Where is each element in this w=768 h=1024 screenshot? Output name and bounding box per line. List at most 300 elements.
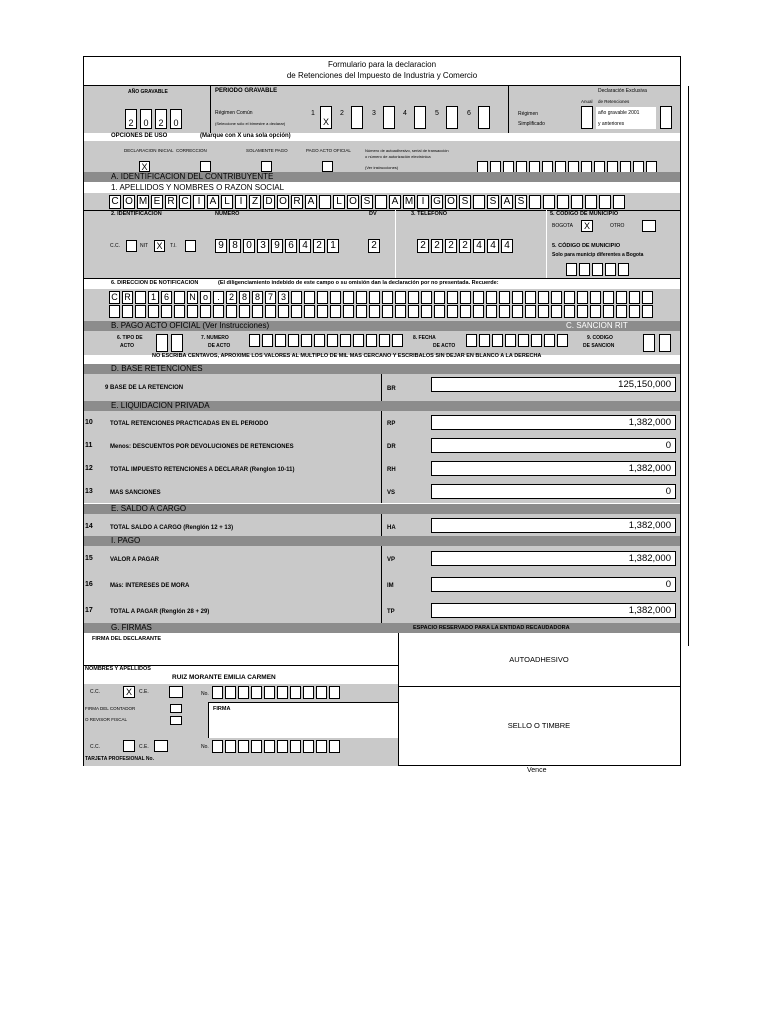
num-acto-cell[interactable] <box>327 334 338 347</box>
address-char-cell[interactable] <box>603 305 614 318</box>
name-char-cell[interactable]: I <box>193 195 205 209</box>
divider <box>210 86 211 133</box>
row-label: Menos: DESCUENTOS POR DEVOLUCIONES DE RETENCIONES <box>110 443 294 450</box>
contador-id-cell[interactable] <box>225 740 236 753</box>
name-char-cell[interactable]: Z <box>249 195 261 209</box>
row-num: 17 <box>85 607 93 614</box>
address-char-cell[interactable] <box>603 291 614 304</box>
exclusive-label: Declaración Exclusiva <box>598 88 647 94</box>
phone-digit-cell[interactable]: 4 <box>487 239 499 253</box>
phone-digit-cell[interactable]: 2 <box>459 239 471 253</box>
row-14-code: HA <box>387 525 396 531</box>
period-checkbox[interactable] <box>478 106 490 129</box>
address-char-cell[interactable]: 2 <box>226 291 237 304</box>
address-char-cell[interactable]: o <box>200 291 211 304</box>
name-char-cell[interactable] <box>529 195 541 209</box>
row-value-field[interactable]: 0 <box>431 577 676 592</box>
anual-label: Anual <box>581 99 593 104</box>
name-char-cell[interactable]: R <box>165 195 177 209</box>
solo-pago-checkbox[interactable] <box>261 161 272 172</box>
inicial-checkbox[interactable]: X <box>139 161 150 172</box>
divider <box>395 210 396 278</box>
section-e-title: E. LIQUIDACION PRIVADA <box>111 401 210 410</box>
fecha-label-2: DE ACTO <box>433 343 456 349</box>
address-char-cell[interactable] <box>343 291 354 304</box>
solo-pago-label: SOLAMENTE PAGO <box>246 148 288 153</box>
phone-digit-cell[interactable]: 4 <box>473 239 485 253</box>
address-char-cell[interactable] <box>304 291 315 304</box>
address-char-cell[interactable] <box>447 291 458 304</box>
name-char-cell[interactable] <box>473 195 485 209</box>
address-char-cell[interactable] <box>421 305 432 318</box>
name-char-cell[interactable]: R <box>291 195 303 209</box>
num-acto-cell[interactable] <box>392 334 403 347</box>
name-char-cell[interactable] <box>599 195 611 209</box>
id-digit-cell[interactable]: 9 <box>215 239 227 253</box>
nit-label: NIT <box>140 243 149 249</box>
address-char-cell[interactable] <box>395 291 406 304</box>
row-value-field[interactable]: 1,382,000 <box>431 603 676 618</box>
contador-id-cell[interactable] <box>238 740 249 753</box>
bogota-checkbox[interactable]: X <box>581 220 593 232</box>
phone-digit-cell[interactable]: 4 <box>501 239 513 253</box>
contador-id-cell[interactable] <box>251 740 262 753</box>
address-char-cell[interactable] <box>486 305 497 318</box>
address-char-cell[interactable] <box>499 305 510 318</box>
codigo-label-2: DE SANCION <box>583 343 615 349</box>
fecha-cells <box>466 334 568 347</box>
row-num: 12 <box>85 464 93 472</box>
name-char-cell[interactable]: I <box>235 195 247 209</box>
row-num: 16 <box>85 581 93 588</box>
municipio-cell[interactable] <box>605 263 616 276</box>
name-char-cell[interactable]: O <box>347 195 359 209</box>
signer-id-cell[interactable] <box>290 686 301 699</box>
row-14-value[interactable]: 1,382,000 <box>431 518 676 533</box>
divider <box>381 546 382 572</box>
cc-checkbox[interactable] <box>126 240 137 252</box>
num-acto-cell[interactable] <box>366 334 377 347</box>
fecha-cell[interactable] <box>479 334 490 347</box>
row-14-label: TOTAL SALDO A CARGO (Renglón 12 + 13) <box>110 525 234 531</box>
contador-cc-checkbox[interactable] <box>123 740 135 752</box>
address-char-cell[interactable] <box>564 305 575 318</box>
name-char-cell[interactable]: O <box>445 195 457 209</box>
address-char-cell[interactable] <box>408 291 419 304</box>
contador-ce-label: C.E. <box>139 744 149 750</box>
address-char-cell[interactable]: C <box>109 291 120 304</box>
signer-id-cell[interactable] <box>251 686 262 699</box>
address-char-cell[interactable] <box>135 305 146 318</box>
num-acto-cell[interactable] <box>288 334 299 347</box>
row-label: VALOR A PAGAR <box>110 557 159 563</box>
no-centavos-notice: NO ESCRIBA CENTAVOS, APROXIME LOS VALORES AL MULTIPLO DE MIL MAS CERCANO Y ESCRIBALOS SIN DEJAR EN BLANCO A LA DERECHA <box>152 353 542 359</box>
address-char-cell[interactable] <box>577 291 588 304</box>
signer-id-cell[interactable] <box>329 686 340 699</box>
name-char-cell[interactable]: C <box>179 195 191 209</box>
row-num: 15 <box>85 555 93 562</box>
name-char-cell[interactable]: E <box>151 195 163 209</box>
autoadhesivo-note-2: o número de autorización electrónica <box>365 154 431 159</box>
address-char-cell[interactable] <box>382 291 393 304</box>
name-label: 1. APELLIDOS Y NOMBRES O RAZON SOCIAL <box>111 183 285 192</box>
fecha-cell[interactable] <box>531 334 542 347</box>
row-value-field[interactable]: 0 <box>431 438 676 453</box>
signer-id-cell[interactable] <box>316 686 327 699</box>
name-char-cell[interactable]: S <box>515 195 527 209</box>
divider <box>381 514 382 536</box>
ti-label: T.I. <box>170 243 177 249</box>
contador-id-cell[interactable] <box>329 740 340 753</box>
name-char-cell[interactable]: O <box>123 195 135 209</box>
divider <box>381 411 382 434</box>
address-char-cell[interactable] <box>135 291 146 304</box>
address-char-cell[interactable] <box>265 305 276 318</box>
name-char-cell[interactable] <box>571 195 583 209</box>
address-char-cell[interactable] <box>642 291 653 304</box>
address-char-cell[interactable] <box>278 305 289 318</box>
address-char-cell[interactable] <box>460 305 471 318</box>
address-char-cell[interactable] <box>226 305 237 318</box>
pago-title: I. PAGO <box>111 536 141 545</box>
address-char-cell[interactable] <box>317 291 328 304</box>
signer-id-cell[interactable] <box>264 686 275 699</box>
row-code: TP <box>387 609 395 615</box>
address-char-cell[interactable] <box>252 305 263 318</box>
name-char-cell[interactable]: O <box>277 195 289 209</box>
municipio-cell[interactable] <box>618 263 629 276</box>
id-digit-cell[interactable]: 8 <box>229 239 241 253</box>
address-char-cell[interactable] <box>369 305 380 318</box>
correccion-checkbox[interactable] <box>200 161 211 172</box>
firma-contador-label: FIRMA DEL CONTADOR <box>85 706 136 711</box>
address-char-cell[interactable] <box>330 305 341 318</box>
section-b-title: B. PAGO ACTO OFICIAL (Ver Instrucciones) <box>111 321 270 330</box>
row-num: 10 <box>85 418 93 426</box>
year-2001-checkbox[interactable] <box>660 106 672 129</box>
year-2001-label: año gravable 2001 <box>598 110 640 116</box>
address-char-cell[interactable] <box>551 291 562 304</box>
address-char-cell[interactable] <box>564 291 575 304</box>
address-char-cell[interactable] <box>590 291 601 304</box>
name-char-cell[interactable]: A <box>389 195 401 209</box>
num-acto-cell[interactable] <box>353 334 364 347</box>
form-title-line1: Formulario para la declaracion <box>327 60 437 69</box>
codigo-box-1[interactable] <box>643 334 655 352</box>
row-num: 11 <box>85 441 93 449</box>
section-d-title: D. BASE RETENCIONES <box>111 364 203 373</box>
address-char-cell[interactable]: 6 <box>161 291 172 304</box>
num-acto-cell[interactable] <box>249 334 260 347</box>
address-char-cell[interactable] <box>421 291 432 304</box>
address-char-cell[interactable] <box>109 305 120 318</box>
address-char-cell[interactable] <box>629 305 640 318</box>
fecha-cell[interactable] <box>466 334 477 347</box>
address-char-cell[interactable] <box>616 305 627 318</box>
name-char-cell[interactable]: L <box>221 195 233 209</box>
name-char-cell[interactable]: S <box>487 195 499 209</box>
contador-id-cell[interactable] <box>277 740 288 753</box>
address-char-cell[interactable]: 1 <box>148 291 159 304</box>
num-acto-cells <box>249 334 403 347</box>
signer-id-cell[interactable] <box>277 686 288 699</box>
signer-ce-checkbox[interactable] <box>169 686 183 698</box>
name-char-cell[interactable]: A <box>305 195 317 209</box>
row-value-field[interactable]: 1,382,000 <box>431 461 676 476</box>
phone-digit-cell[interactable]: 2 <box>417 239 429 253</box>
signer-id-cell[interactable] <box>225 686 236 699</box>
num-acto-cell[interactable] <box>340 334 351 347</box>
dir-note: (El diligenciamiento indebido de este campo o su omisión dan la declaración por no presentada. Recuerde: <box>218 280 499 286</box>
bogota-label: BOGOTA <box>552 223 574 229</box>
divider <box>398 633 399 766</box>
row-9-label: 9 BASE DE LA RETENCION <box>105 385 184 391</box>
address-char-cell[interactable] <box>499 291 510 304</box>
period-checkbox[interactable] <box>446 106 458 129</box>
contador-id-cell[interactable] <box>303 740 314 753</box>
address-char-cell[interactable] <box>538 305 549 318</box>
name-char-cell[interactable]: S <box>361 195 373 209</box>
phone-digit-cell[interactable]: 2 <box>445 239 457 253</box>
period-number: 2 <box>340 110 344 117</box>
address-char-cell[interactable] <box>473 305 484 318</box>
address-char-cell[interactable] <box>486 291 497 304</box>
fecha-cell[interactable] <box>492 334 503 347</box>
dv-cells <box>368 239 380 253</box>
signer-id-cell[interactable] <box>212 686 223 699</box>
address-char-cell[interactable] <box>148 305 159 318</box>
row-label: TOTAL IMPUESTO RETENCIONES A DECLARAR (Renglon 10-11) <box>110 466 295 473</box>
pago-acto-label: PAGO ACTO OFICIAL <box>306 148 351 153</box>
divider <box>381 572 382 598</box>
municipio-cell[interactable] <box>592 263 603 276</box>
divider <box>381 374 382 401</box>
address-char-cell[interactable] <box>200 305 211 318</box>
num-acto-cell[interactable] <box>262 334 273 347</box>
anteriores-label: y anteriores <box>598 121 625 127</box>
address-char-cell[interactable] <box>304 305 315 318</box>
address-char-cell[interactable] <box>590 305 601 318</box>
phone-cells <box>417 239 513 253</box>
signer-cc-checkbox[interactable]: X <box>123 686 135 698</box>
dv-digit-cell[interactable]: 2 <box>368 239 380 253</box>
ti-checkbox[interactable] <box>185 240 196 252</box>
simplificado-label: Simplificado <box>518 121 545 127</box>
fecha-cell[interactable] <box>557 334 568 347</box>
address-char-cell[interactable] <box>473 291 484 304</box>
fecha-cell[interactable] <box>505 334 516 347</box>
tipo-acto-box-1[interactable] <box>156 334 168 352</box>
regimen-checkbox[interactable] <box>581 106 593 129</box>
address-char-cell[interactable] <box>343 305 354 318</box>
address-char-cell[interactable] <box>447 305 458 318</box>
year-digit-box[interactable]: 2 <box>125 109 137 129</box>
phone-digit-cell[interactable]: 2 <box>431 239 443 253</box>
municipio-cell[interactable] <box>566 263 577 276</box>
name-char-cell[interactable] <box>543 195 555 209</box>
num-acto-cell[interactable] <box>314 334 325 347</box>
address-char-cell[interactable] <box>317 305 328 318</box>
name-char-cell[interactable]: A <box>207 195 219 209</box>
year-label: AÑO GRAVABLE <box>128 89 168 95</box>
address-char-cell[interactable] <box>616 291 627 304</box>
pago-acto-checkbox[interactable] <box>322 161 333 172</box>
name-char-cell[interactable]: L <box>333 195 345 209</box>
num-acto-label-2: DE ACTO <box>208 343 231 349</box>
address-char-cell[interactable] <box>434 291 445 304</box>
address-char-cell[interactable] <box>213 305 224 318</box>
fecha-cell[interactable] <box>544 334 555 347</box>
num-acto-cell[interactable] <box>301 334 312 347</box>
address-char-cell[interactable] <box>356 291 367 304</box>
revisor-checkbox[interactable] <box>170 716 182 725</box>
codigo-label: 9. CODIGO <box>587 335 613 341</box>
address-char-cell[interactable]: . <box>213 291 224 304</box>
address-char-cell[interactable] <box>538 291 549 304</box>
address-char-cell[interactable] <box>369 291 380 304</box>
id-digit-cell[interactable]: 6 <box>285 239 297 253</box>
period-checkbox[interactable]: X <box>320 106 332 129</box>
telefono-label: 3. TELÉFONO <box>411 211 448 217</box>
row-label: Más: INTERESES DE MORA <box>110 583 190 589</box>
address-char-cell[interactable]: 7 <box>265 291 276 304</box>
address-char-cell[interactable]: R <box>122 291 133 304</box>
period-number: 6 <box>467 110 471 117</box>
name-char-cell[interactable] <box>613 195 625 209</box>
divider <box>381 457 382 480</box>
name-char-cell[interactable] <box>319 195 331 209</box>
address-char-cell[interactable] <box>577 305 588 318</box>
fecha-cell[interactable] <box>518 334 529 347</box>
name-char-cell[interactable] <box>585 195 597 209</box>
contador-ce-checkbox[interactable] <box>154 740 168 752</box>
id-digit-cell[interactable]: 2 <box>313 239 325 253</box>
row-code: RP <box>387 420 396 427</box>
row-value-field[interactable]: 1,382,000 <box>431 415 676 430</box>
saldo-title: E. SALDO A CARGO <box>111 504 187 513</box>
name-char-cell[interactable]: S <box>459 195 471 209</box>
row-label: TOTAL RETENCIONES PRACTICADAS EN EL PERIODO <box>110 420 269 427</box>
municipio-cell[interactable] <box>579 263 590 276</box>
address-char-cell[interactable] <box>642 305 653 318</box>
revisor-label: O REVISOR FISCAL <box>85 717 128 722</box>
correccion-label: CORRECCION <box>176 148 207 153</box>
signer-id-cell[interactable] <box>303 686 314 699</box>
address-char-cell[interactable] <box>187 305 198 318</box>
id-digit-cell[interactable]: 3 <box>257 239 269 253</box>
address-char-cell[interactable] <box>512 305 523 318</box>
options-note: (Marque con X una sola opción) <box>200 133 291 139</box>
row-value-field[interactable]: 0 <box>431 484 676 499</box>
cc-label: C.C. <box>110 243 120 249</box>
row-9-value[interactable]: 125,150,000 <box>431 377 676 392</box>
contador-checkbox[interactable] <box>170 704 182 713</box>
name-char-cell[interactable]: A <box>501 195 513 209</box>
name-char-cell[interactable]: D <box>263 195 275 209</box>
id-digit-cell[interactable]: 1 <box>327 239 339 253</box>
address-char-cell[interactable] <box>291 305 302 318</box>
address-char-cell[interactable] <box>395 305 406 318</box>
period-number: 3 <box>372 110 376 117</box>
year-digit-box[interactable]: 2 <box>155 109 167 129</box>
address-char-cell[interactable] <box>330 291 341 304</box>
row-9-code: BR <box>387 386 396 392</box>
address-char-cell[interactable] <box>356 305 367 318</box>
codigo-box-2[interactable] <box>659 334 671 352</box>
address-char-cell[interactable] <box>460 291 471 304</box>
address-char-cell[interactable]: 3 <box>278 291 289 304</box>
tipo-acto-label: 6. TIPO DE <box>117 335 143 341</box>
retenciones-label: de Retenciones <box>598 99 630 104</box>
row-code: RH <box>387 466 396 473</box>
name-char-cell[interactable]: C <box>109 195 121 209</box>
contador-id-cell[interactable] <box>264 740 275 753</box>
address-char-cell[interactable] <box>382 305 393 318</box>
address-char-cell[interactable]: 8 <box>239 291 250 304</box>
id-digit-cell[interactable]: 4 <box>299 239 311 253</box>
id-digit-cell[interactable]: 0 <box>243 239 255 253</box>
address-char-cell[interactable] <box>161 305 172 318</box>
contador-id-cell[interactable] <box>290 740 301 753</box>
name-char-cell[interactable]: M <box>404 196 414 207</box>
otro-checkbox[interactable] <box>642 220 656 232</box>
address-char-cell[interactable] <box>239 305 250 318</box>
signer-cc-label: C.C. <box>90 689 100 695</box>
contador-id-cell[interactable] <box>316 740 327 753</box>
name-char-cell[interactable] <box>557 195 569 209</box>
address-char-cell[interactable] <box>551 305 562 318</box>
contador-id-cell[interactable] <box>212 740 223 753</box>
row-value-field[interactable]: 1,382,000 <box>431 551 676 566</box>
address-char-cell[interactable] <box>122 305 133 318</box>
tipo-acto-label-2: ACTO <box>120 343 135 349</box>
num-acto-cell[interactable] <box>379 334 390 347</box>
address-char-cell[interactable] <box>174 305 185 318</box>
year-digit-box[interactable]: 0 <box>170 109 182 129</box>
autoadhesivo-label: AUTOADHESIVO <box>509 655 569 664</box>
contador-id-cells <box>212 740 340 753</box>
address-char-cell[interactable] <box>434 305 445 318</box>
address-char-cell[interactable] <box>291 291 302 304</box>
municipio-cells <box>566 263 629 276</box>
address-char-cell[interactable] <box>512 291 523 304</box>
address-char-cell[interactable] <box>525 305 536 318</box>
address-char-cell[interactable] <box>174 291 185 304</box>
tipo-acto-box-2[interactable] <box>171 334 183 352</box>
contador-cc-label: C.C. <box>90 744 100 750</box>
name-char-cell[interactable]: I <box>417 195 429 209</box>
address-char-cell[interactable] <box>629 291 640 304</box>
cod-mun-label: 5. CÓDIGO DE MUNICIPIO <box>550 211 619 217</box>
address-char-cell[interactable] <box>408 305 419 318</box>
address-char-cell[interactable]: N <box>187 291 198 304</box>
contador-no-label: No. <box>201 744 209 750</box>
year-digit-box[interactable]: 0 <box>140 109 152 129</box>
name-char-cell[interactable]: M <box>138 196 148 207</box>
address-char-cell[interactable]: 8 <box>252 291 263 304</box>
period-checkbox[interactable] <box>383 106 395 129</box>
num-acto-cell[interactable] <box>275 334 286 347</box>
id-digit-cell[interactable]: 9 <box>271 239 283 253</box>
address-char-cell[interactable] <box>525 291 536 304</box>
period-checkbox[interactable] <box>351 106 363 129</box>
ver-instrucciones: (Ver instrucciones) <box>365 165 399 170</box>
period-checkbox[interactable] <box>414 106 426 129</box>
signer-id-cell[interactable] <box>238 686 249 699</box>
name-char-cell[interactable] <box>375 195 387 209</box>
nit-checkbox[interactable]: X <box>154 240 165 252</box>
name-char-cell[interactable]: G <box>431 195 443 209</box>
